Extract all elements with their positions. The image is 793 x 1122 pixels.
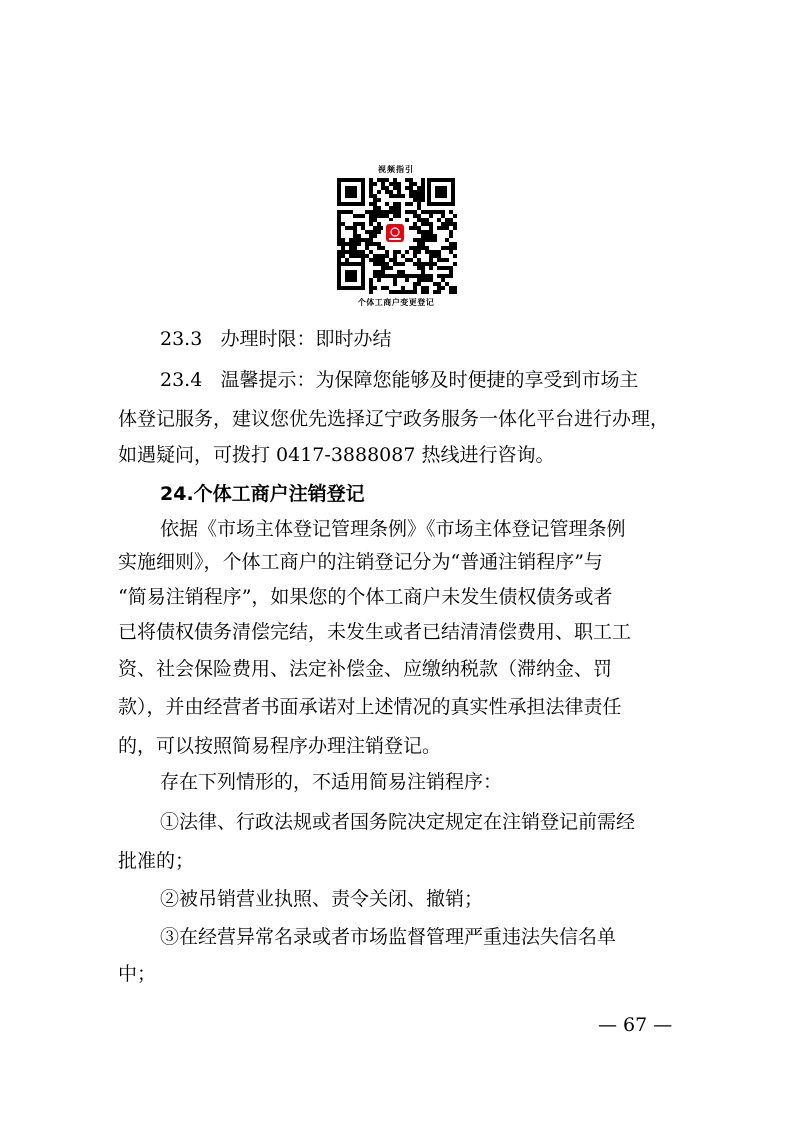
- paragraph-line: “简易注销程序”，如果您的个体工商户未发生债权债务或者: [118, 586, 613, 608]
- qr-caption-top: 视频指引: [378, 165, 414, 174]
- section-heading: 24.个体工商户注销登记: [160, 483, 365, 505]
- list-item: ②被吊销营业执照、责令关闭、撤销；: [160, 888, 484, 910]
- text-line: 如遇疑问，可拨打 0417-3888087 热线进行咨询。: [118, 444, 555, 466]
- section-text: 即时办结: [315, 328, 392, 350]
- section-text: 为保障您能够及时便捷的享受到市场主: [315, 369, 639, 391]
- paragraph-line: 实施细则》，个体工商户的注销登记分为“普通注销程序”与: [118, 551, 603, 573]
- paragraph-line: 存在下列情形的，不适用简易注销程序：: [160, 771, 503, 793]
- list-item-continued: 中；: [118, 963, 157, 985]
- text-line: 体登记服务，建议您优先选择辽宁政务服务一体化平台进行办理，: [118, 408, 670, 430]
- qr-code[interactable]: [333, 176, 459, 294]
- paragraph-line: 已将债权债务清偿完结，未发生或者已结清清偿费用、职工工: [118, 621, 632, 643]
- paragraph-line: 款），并由经营者书面承诺对上述情况的真实性承担法律责任: [118, 696, 622, 718]
- section-23-3: [160, 327, 391, 351]
- list-item: ①法律、行政法规或者国务院决定规定在注销登记前需经: [160, 811, 636, 833]
- qr-caption-bottom: 个体工商户变更登记: [357, 298, 435, 307]
- section-number: 23.3: [160, 328, 203, 350]
- section-number: 23.4: [160, 369, 203, 391]
- page-number: — 67 —: [598, 1014, 673, 1036]
- paragraph-line: 依据《市场主体登记管理条例》《市场主体登记管理条例: [160, 518, 626, 540]
- list-item: ③在经营异常名录或者市场监督管理严重违法失信名单: [160, 926, 617, 948]
- paragraph-line: 资、社会保险费用、法定补偿金、应缴纳税款（滞纳金、罚: [118, 658, 613, 680]
- section-label: 温馨提示：: [220, 369, 316, 391]
- list-item-continued: 批准的；: [118, 850, 195, 872]
- section-label: 办理时限：: [220, 328, 316, 350]
- paragraph-line: 的，可以按照简易程序办理注销登记。: [118, 735, 442, 757]
- section-23-4: [160, 368, 638, 392]
